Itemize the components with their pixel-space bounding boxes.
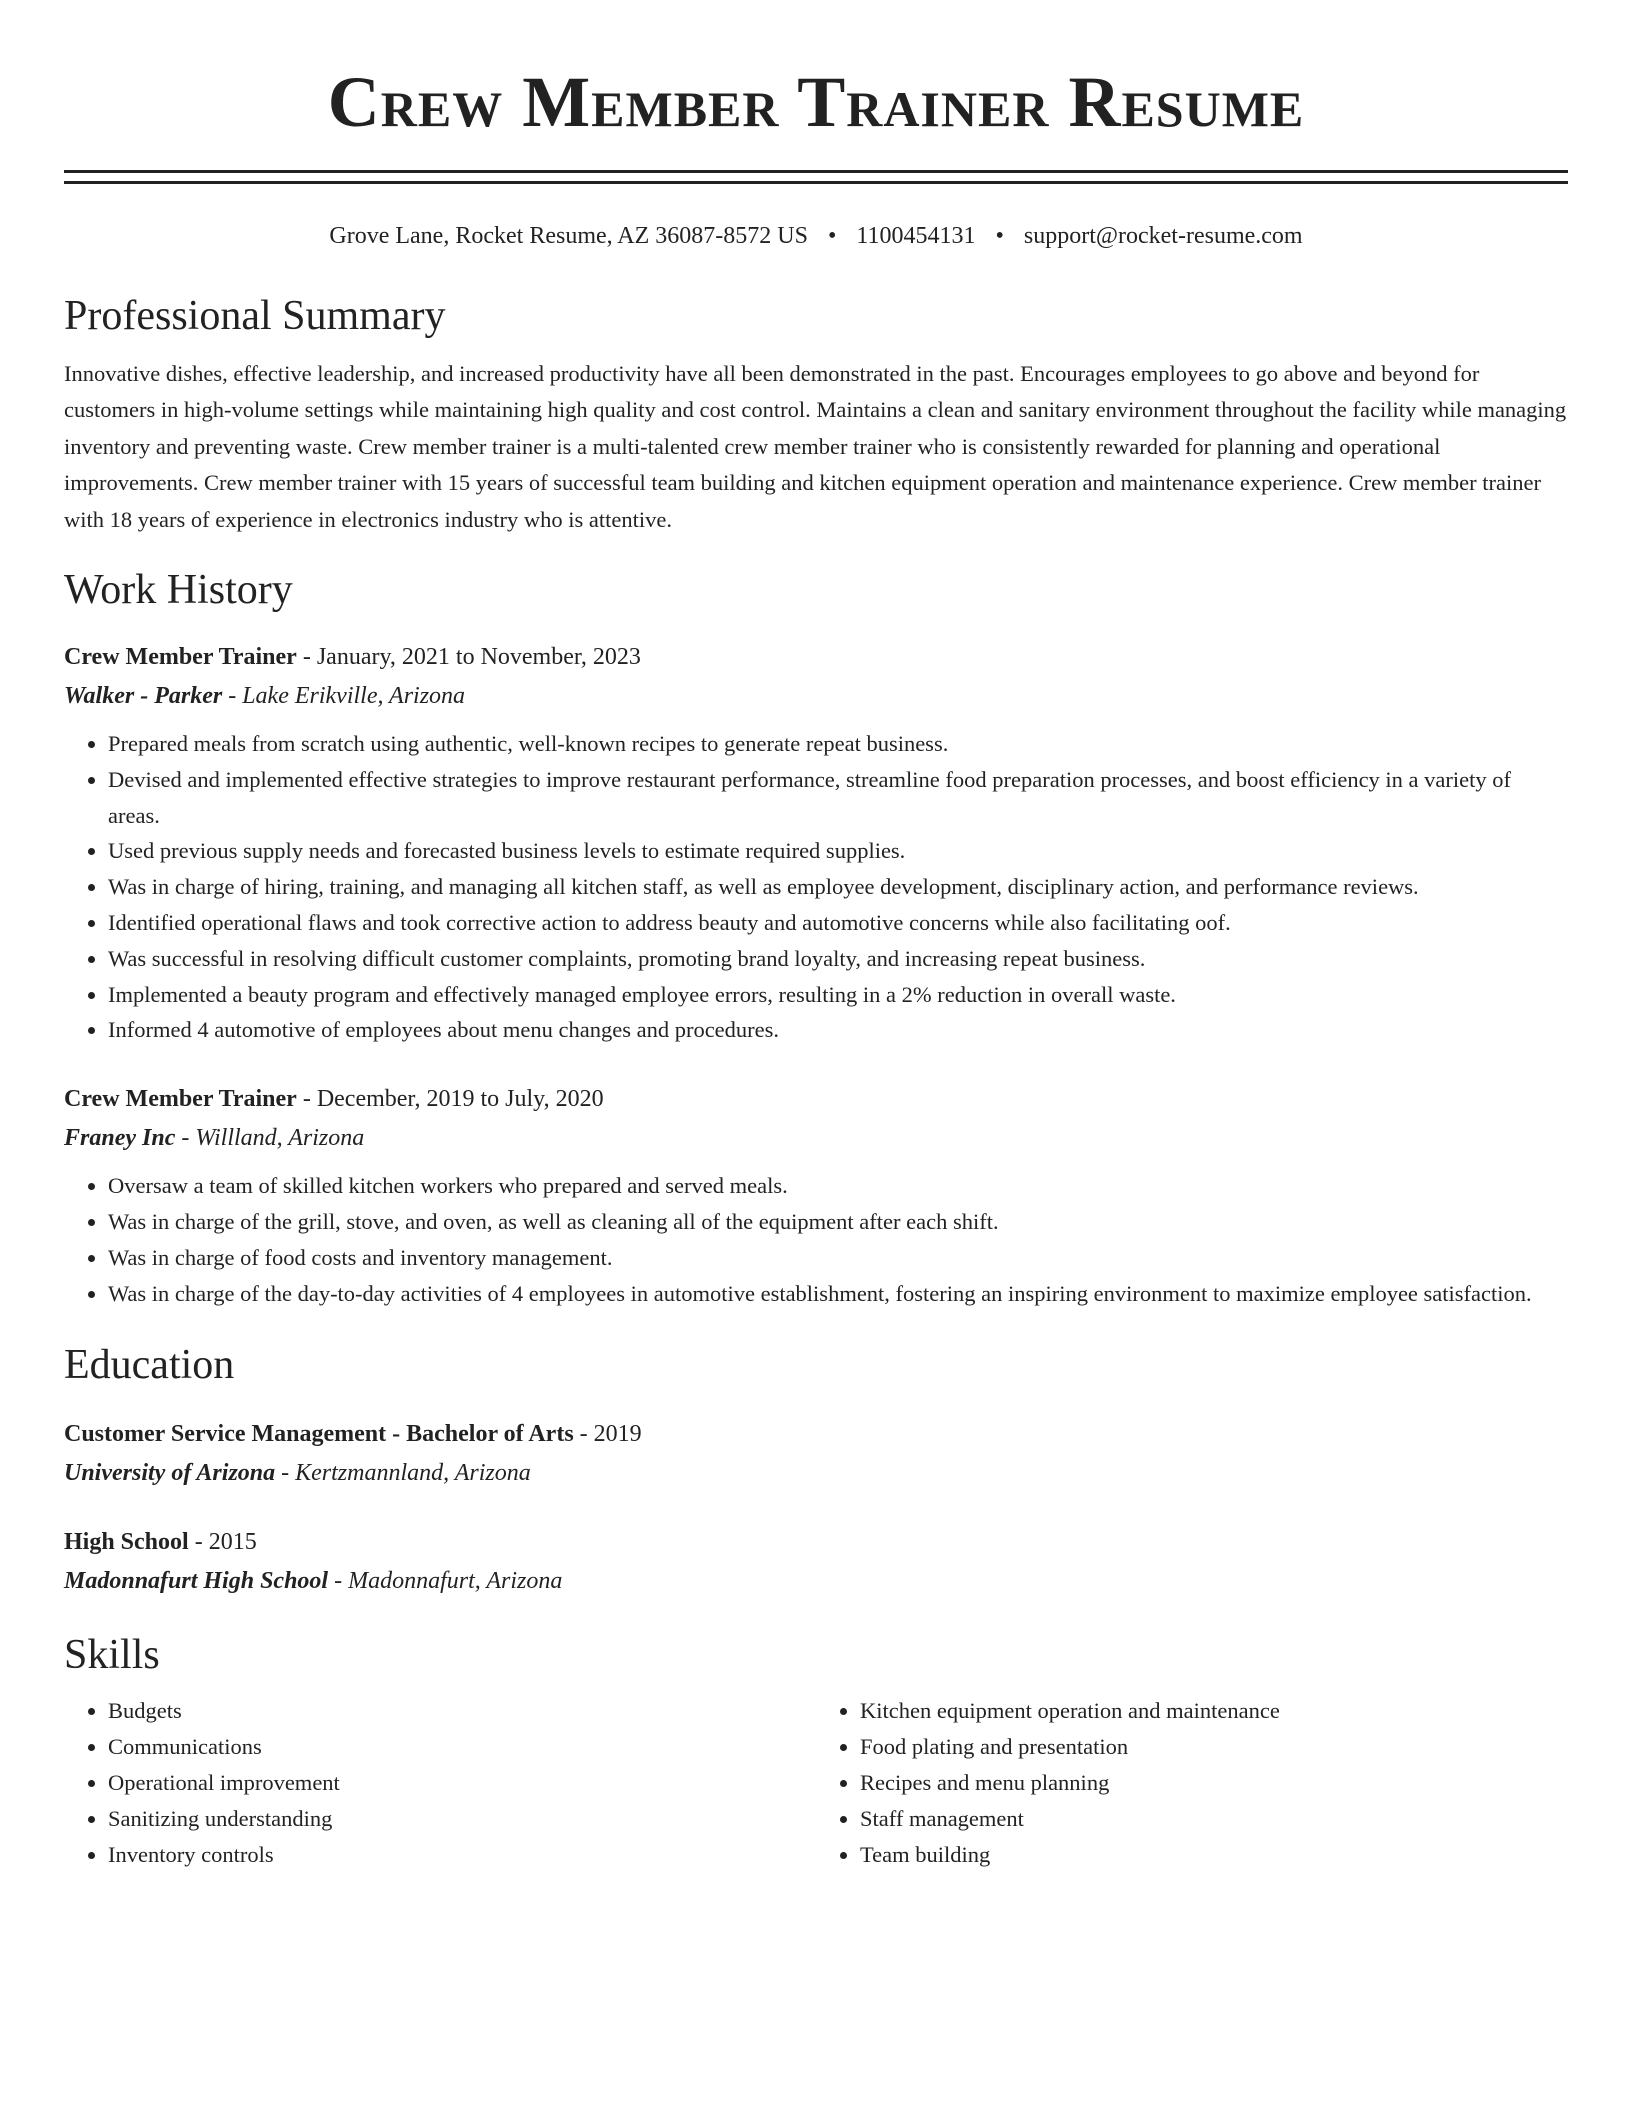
education-location: - Madonnafurt, Arizona <box>328 1568 563 1595</box>
job-bullets <box>64 726 1568 1048</box>
job-company: Walker - Parker <box>64 683 223 710</box>
education-school-line <box>64 1453 1568 1493</box>
list-item: • Staff management <box>860 1801 1568 1837</box>
list-item: • Inventory controls <box>108 1837 816 1873</box>
education-entry <box>64 1523 1568 1601</box>
contact-separator: • <box>827 223 837 249</box>
list-item: • Kitchen equipment operation and maintenance <box>860 1693 1568 1729</box>
resume-title: Crew Member Trainer Resume <box>327 62 1305 142</box>
contact-phone: 1100454131 <box>856 223 976 249</box>
job-company: Franey Inc <box>64 1125 176 1152</box>
summary-text: Innovative dishes, effective leadership, and increased productivity have all been demonstrated in the past. Encourages employees to go above and beyond for customers in high-volume settings while maintaining high quality and cost control. Maintains a clean and sanitary environment throughout the facility while managing inventory and preventing waste. Crew member trainer is a multi-talented crew member trainer who is consistently rewarded for planning and operational improvements. Crew member trainer with 15 years of successful team building and kitchen equipment operation and maintenance experience. Crew member trainer with 18 years of experience in electronics industry who is attentive. <box>64 361 1567 532</box>
contact-separator: • <box>995 223 1004 249</box>
list-item: • Was in charge of the day-to-day activities of 4 employees in automotive establishment, fostering an inspiring environment to maximize employee satisfaction. <box>108 1276 1568 1312</box>
contact-address: Grove Lane, Rocket Resume, AZ 36087-8572 US <box>329 223 808 249</box>
job-company-line <box>64 1118 1568 1158</box>
job-entry <box>64 1080 1568 1311</box>
skills-columns <box>64 1693 1568 1873</box>
list-item: • Was in charge of hiring, training, and managing all kitchen staff, as well as employee development, disciplinary action, and performance reviews. <box>108 869 1568 905</box>
education-degree: High School <box>64 1529 189 1556</box>
job-dates: - December, 2019 to July, 2020 <box>296 1086 604 1113</box>
education-year: - 2019 <box>573 1421 642 1448</box>
education-year: - 2015 <box>188 1529 257 1556</box>
contact-line <box>64 220 1568 252</box>
education-school: Madonnafurt High School <box>64 1568 329 1595</box>
job-title-line <box>64 1080 1568 1118</box>
list-item: • Team building <box>860 1837 1568 1873</box>
contact-email: support@rocket-resume.com <box>1023 223 1303 249</box>
job-location: - Lake Erikville, Arizona <box>222 683 466 710</box>
education-location: - Kertzmannland, Arizona <box>275 1460 531 1487</box>
list-item: • Devised and implemented effective strategies to improve restaurant performance, streamline food preparation processes, and boost efficiency in a variety of areas. <box>108 762 1568 834</box>
job-location: - Willland, Arizona <box>175 1125 365 1152</box>
list-item: • Was in charge of food costs and inventory management. <box>108 1240 1568 1276</box>
work-history-heading: Work History <box>64 567 293 614</box>
education-school-line <box>64 1561 1568 1601</box>
education-entry <box>64 1415 1568 1493</box>
job-bullets <box>64 1168 1568 1311</box>
skills-list-left <box>64 1693 816 1873</box>
list-item: • Food plating and presentation <box>860 1729 1568 1765</box>
list-item: • Implemented a beauty program and effectively managed employee errors, resulting in a 2% reduction in overall waste. <box>108 977 1568 1013</box>
list-item: • Informed 4 automotive of employees about menu changes and procedures. <box>108 1012 1568 1048</box>
list-item: • Used previous supply needs and forecasted business levels to estimate required supplies. <box>108 833 1568 869</box>
education-heading: Education <box>64 1342 235 1389</box>
list-item: • Prepared meals from scratch using authentic, well-known recipes to generate repeat business. <box>108 726 1568 762</box>
education-degree-line <box>64 1523 1568 1561</box>
list-item: • Oversaw a team of skilled kitchen workers who prepared and served meals. <box>108 1168 1568 1204</box>
job-title: Crew Member Trainer <box>64 1086 297 1113</box>
title-double-rule <box>64 170 1568 184</box>
education-degree: Customer Service Management - Bachelor of Arts <box>64 1421 574 1448</box>
job-company-line <box>64 676 1568 716</box>
list-item: • Was successful in resolving difficult customer complaints, promoting brand loyalty, and increasing repeat business. <box>108 941 1568 977</box>
job-title: Crew Member Trainer <box>64 644 297 671</box>
education-school: University of Arizona <box>64 1460 276 1487</box>
list-item: • Budgets <box>108 1693 816 1729</box>
summary-heading: Professional Summary <box>64 293 446 339</box>
list-item: • Was in charge of the grill, stove, and oven, as well as cleaning all of the equipment after each shift. <box>108 1204 1568 1240</box>
list-item: • Identified operational flaws and took corrective action to address beauty and automotive concerns while also facilitating oof. <box>108 905 1568 941</box>
list-item: • Recipes and menu planning <box>860 1765 1568 1801</box>
education-degree-line <box>64 1415 1568 1453</box>
list-item: • Operational improvement <box>108 1765 816 1801</box>
list-item: • Sanitizing understanding <box>108 1801 816 1837</box>
list-item: • Communications <box>108 1729 816 1765</box>
job-entry <box>64 638 1568 1048</box>
job-dates: - January, 2021 to November, 2023 <box>296 644 641 671</box>
job-title-line <box>64 638 1568 676</box>
skills-heading: Skills <box>64 1632 160 1679</box>
skills-list-right <box>816 1693 1568 1873</box>
